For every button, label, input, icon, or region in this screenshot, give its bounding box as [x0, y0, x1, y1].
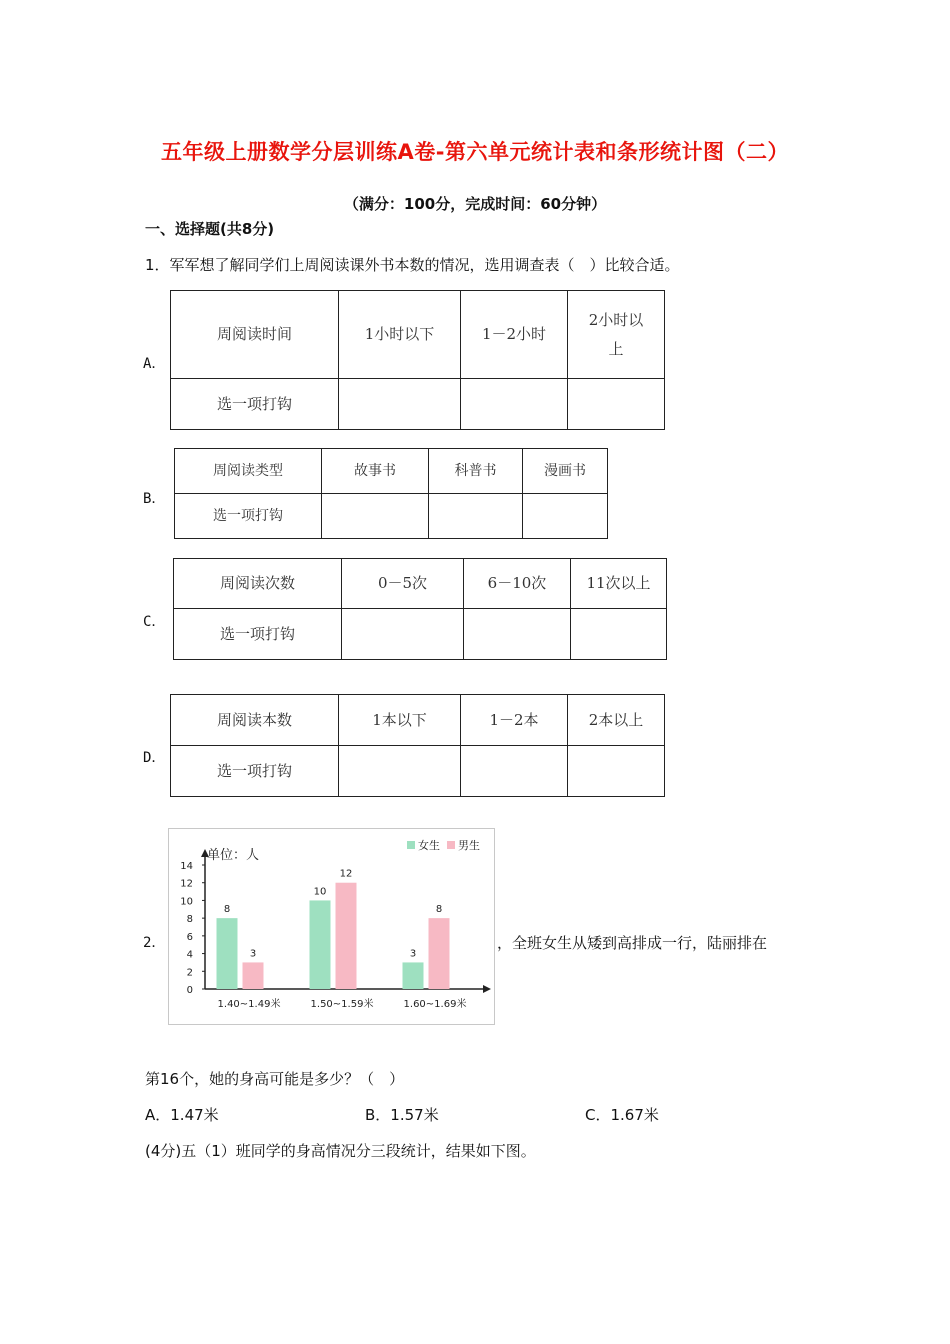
question-2-number: 2．: [143, 935, 166, 951]
x-tick-label: 1.60~1.69米: [403, 999, 467, 1010]
table-header-cell: 周阅读类型: [175, 449, 322, 494]
bar: [429, 918, 450, 989]
data-label: 8: [435, 904, 443, 916]
table-cell: [342, 609, 464, 660]
table-row-label: 选一项打钩: [175, 494, 322, 539]
choice-a: A．1.47米: [145, 1106, 219, 1124]
question-3-text: (4分)五（1）班同学的身高情况分三段统计，结果如下图。: [145, 1142, 536, 1160]
table-cell: [523, 494, 608, 539]
table-header-cell: 1－2本: [461, 695, 568, 746]
table-header-cell: 1小时以下: [339, 291, 461, 379]
x-axis-arrow: [483, 985, 491, 993]
table-header-cell: 1－2小时: [461, 291, 568, 379]
data-label: 3: [409, 948, 417, 960]
table-cell: [429, 494, 523, 539]
y-tick-label: 6: [186, 931, 193, 943]
legend-label: 女生: [418, 839, 440, 852]
bar: [217, 918, 238, 989]
y-tick-label: 2: [186, 967, 193, 979]
page-title: 五年级上册数学分层训练A卷-第六单元统计表和条形统计图（二）: [161, 140, 789, 164]
y-tick-label: 12: [180, 878, 193, 890]
option-a-label: A．: [143, 356, 166, 372]
table-cell: [339, 746, 461, 797]
section-heading: 一、选择题(共8分): [145, 220, 275, 238]
data-label: 3: [249, 948, 257, 960]
table-cell: [339, 379, 461, 430]
question-1-text: 1．军军想了解同学们上周阅读课外书本数的情况，选用调查表（ ）比较合适。: [145, 256, 680, 274]
table-cell: [464, 609, 571, 660]
table-header-cell: 2小时以上: [568, 291, 665, 379]
y-tick-label: 4: [186, 949, 193, 961]
x-tick-label: 1.40~1.49米: [217, 999, 281, 1010]
bar: [336, 883, 357, 989]
data-label: 12: [339, 868, 353, 880]
table-header-cell: 周阅读时间: [171, 291, 339, 379]
legend-swatch: [407, 841, 415, 849]
bar-chart-svg: [169, 829, 494, 1024]
table-row-label: 选一项打钩: [171, 746, 339, 797]
table-header-cell: 11次以上: [571, 559, 667, 609]
table-header-cell: 2本以上: [568, 695, 665, 746]
choice-c: C．1.67米: [585, 1106, 659, 1124]
y-tick-label: 10: [180, 896, 193, 908]
option-c-table: [173, 558, 667, 660]
table-header-cell: 故事书: [322, 449, 429, 494]
legend-swatch: [447, 841, 455, 849]
data-label: 8: [223, 904, 231, 916]
question-2-text-line2: 第16个，她的身高可能是多少？（ ）: [145, 1070, 405, 1088]
option-d-label: D．: [143, 750, 166, 766]
option-b-label: B．: [143, 491, 166, 507]
data-label: 10: [313, 886, 327, 898]
table-cell: [568, 746, 665, 797]
bar: [310, 900, 331, 989]
choice-b: B．1.57米: [365, 1106, 439, 1124]
table-cell: [461, 379, 568, 430]
table-header-cell: 科普书: [429, 449, 523, 494]
y-tick-label: 14: [180, 861, 193, 872]
option-b-table: [174, 448, 608, 539]
table-row-label: 选一项打钩: [171, 379, 339, 430]
option-c-label: C．: [143, 614, 166, 630]
table-cell: [322, 494, 429, 539]
height-bar-chart: [168, 828, 495, 1025]
table-header-cell: 漫画书: [523, 449, 608, 494]
table-header-cell: 0－5次: [342, 559, 464, 609]
question-2-text: ，全班女生从矮到高排成一行，陆丽排在: [497, 934, 768, 952]
bar: [403, 962, 424, 989]
table-cell: [568, 379, 665, 430]
bar: [243, 962, 264, 989]
table-header-cell: 周阅读本数: [171, 695, 339, 746]
table-cell: [571, 609, 667, 660]
table-cell: [461, 746, 568, 797]
legend-label: 男生: [458, 839, 480, 852]
y-tick-label: 8: [186, 914, 193, 926]
table-header-cell: 1本以下: [339, 695, 461, 746]
score-time-note: （满分：100分，完成时间：60分钟）: [343, 195, 607, 213]
table-header-cell: 周阅读次数: [174, 559, 342, 609]
table-header-cell: 6－10次: [464, 559, 571, 609]
table-row-label: 选一项打钩: [174, 609, 342, 660]
unit-label: 单位：人: [207, 848, 260, 863]
x-tick-label: 1.50~1.59米: [310, 999, 374, 1010]
option-d-table: [170, 694, 665, 797]
y-tick-label: 0: [186, 985, 193, 996]
option-a-table: [170, 290, 665, 430]
